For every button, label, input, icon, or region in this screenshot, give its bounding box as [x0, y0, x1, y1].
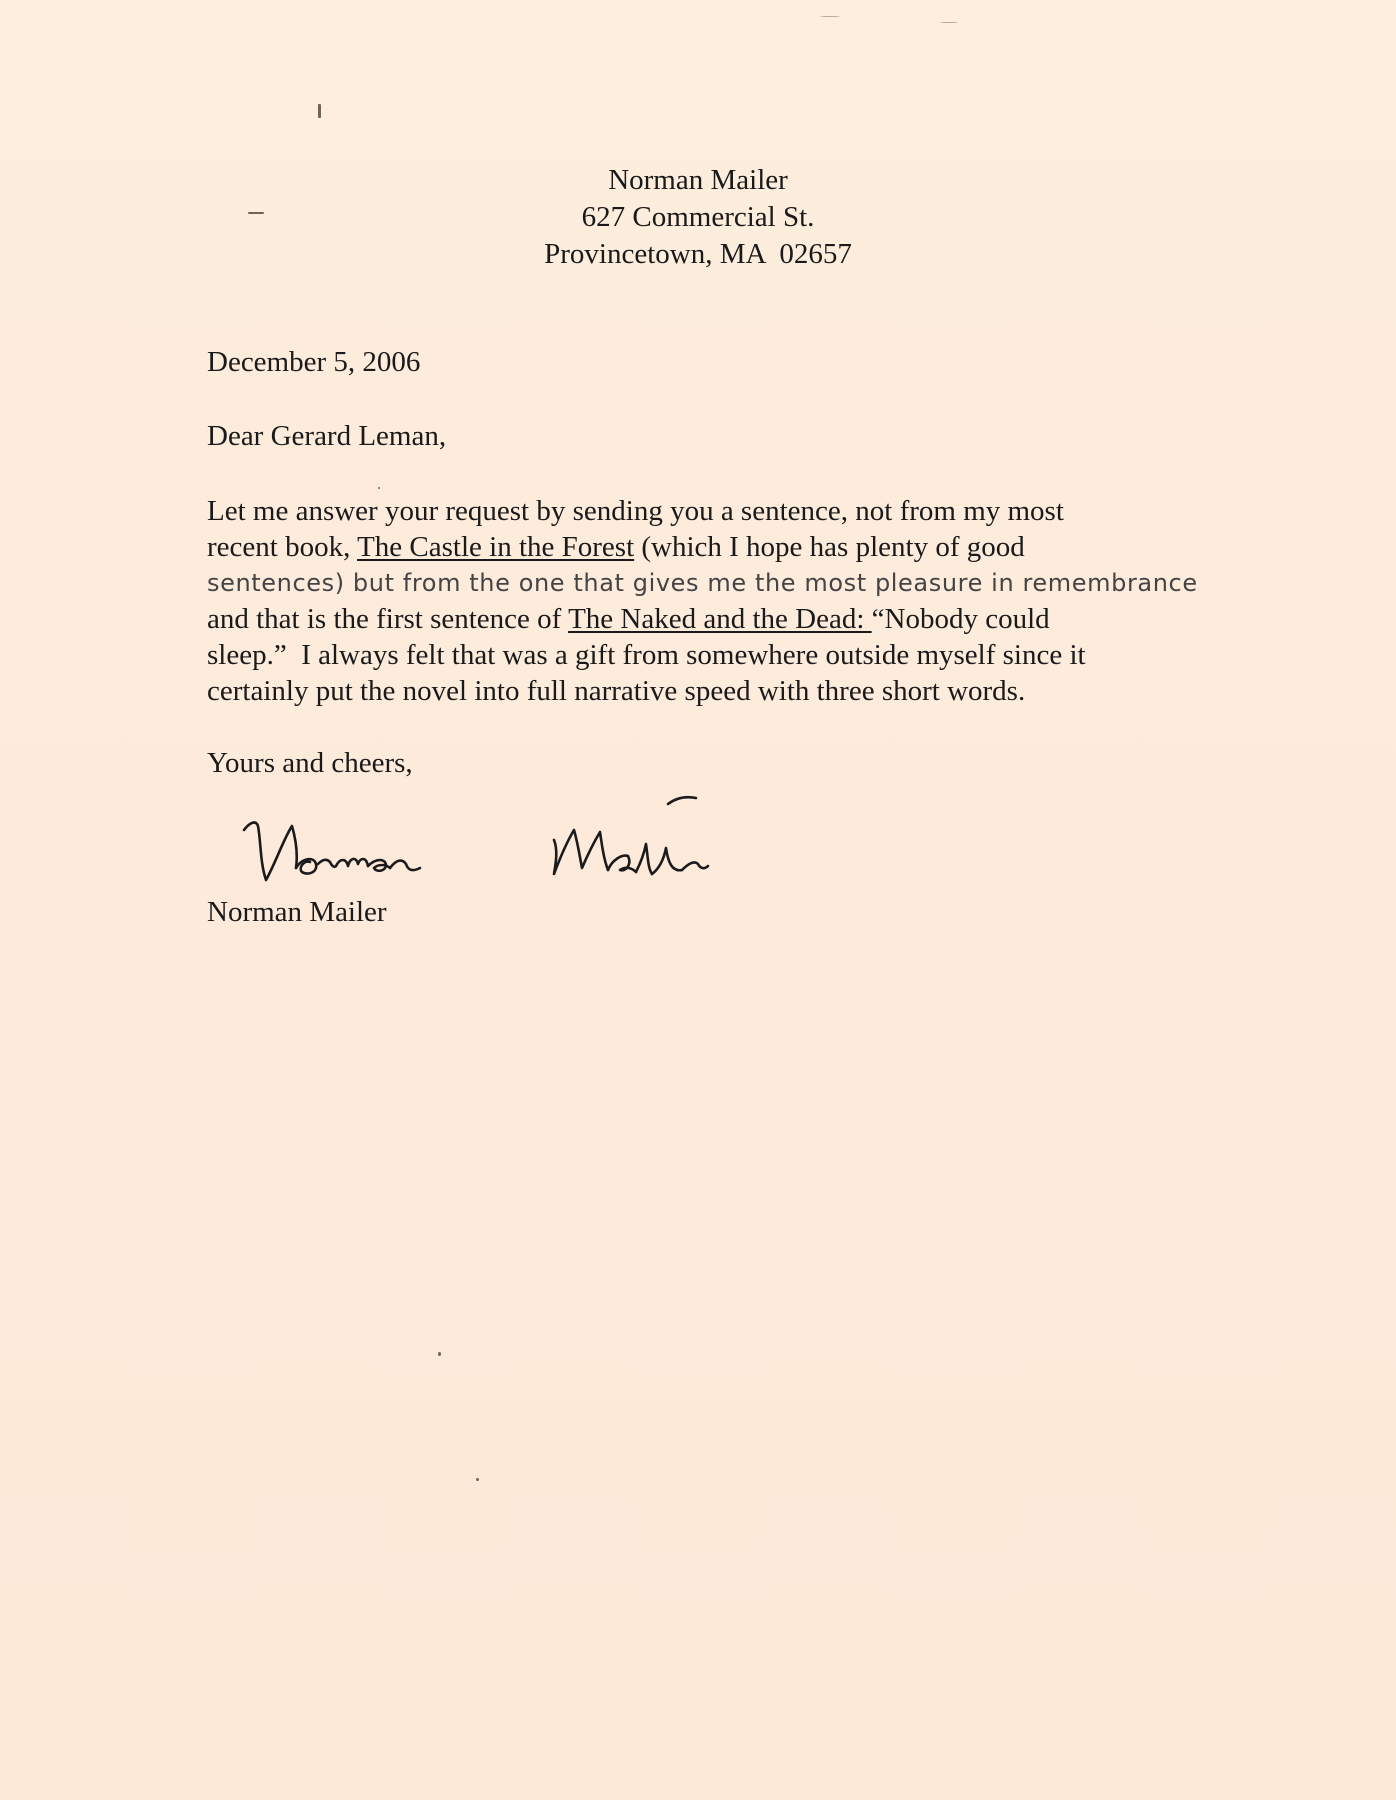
paper-speck: [476, 1478, 479, 1481]
body-text-segment: recent book,: [207, 531, 358, 563]
letterhead-city: Provincetown, MA 02657: [544, 238, 852, 270]
body-line: certainly put the novel into full narrative speed with three short words.: [207, 675, 1026, 707]
paper-mark: [318, 104, 321, 118]
signer-name: Norman Mailer: [207, 896, 387, 928]
body-text-segment: “Nobody could: [871, 603, 1050, 635]
paper-mark: [248, 212, 264, 214]
book-title-naked-and-dead: The Naked and the Dead:: [568, 603, 872, 635]
book-title-castle: The Castle in the Forest: [357, 531, 635, 563]
paper-speck: [820, 16, 840, 17]
paper-speck: [940, 22, 958, 23]
body-line: [207, 529, 1207, 565]
handwritten-signature: [236, 782, 796, 902]
letterhead: [0, 162, 1396, 273]
body-line: Let me answer your request by sending you a sentence, not from my most: [207, 495, 1064, 527]
paper-speck: [378, 487, 380, 489]
body-text-segment: (which I hope has plenty of good: [634, 531, 1025, 563]
body-text-segment: and that is the first sentence of: [207, 603, 569, 635]
body-line: [207, 601, 1207, 637]
paper-speck: [438, 1352, 441, 1356]
letter-body: [207, 493, 1207, 709]
letterhead-name: Norman Mailer: [608, 164, 788, 196]
body-line: sleep.” I always felt that was a gift from somewhere outside myself since it: [207, 639, 1086, 671]
salutation: Dear Gerard Leman,: [207, 420, 447, 452]
letterhead-street: 627 Commercial St.: [581, 201, 815, 233]
letter-date: December 5, 2006: [207, 346, 421, 378]
closing: Yours and cheers,: [207, 747, 413, 779]
body-line-faded: sentences) but from the one that gives me the most pleasure in remembrance: [207, 569, 1198, 597]
